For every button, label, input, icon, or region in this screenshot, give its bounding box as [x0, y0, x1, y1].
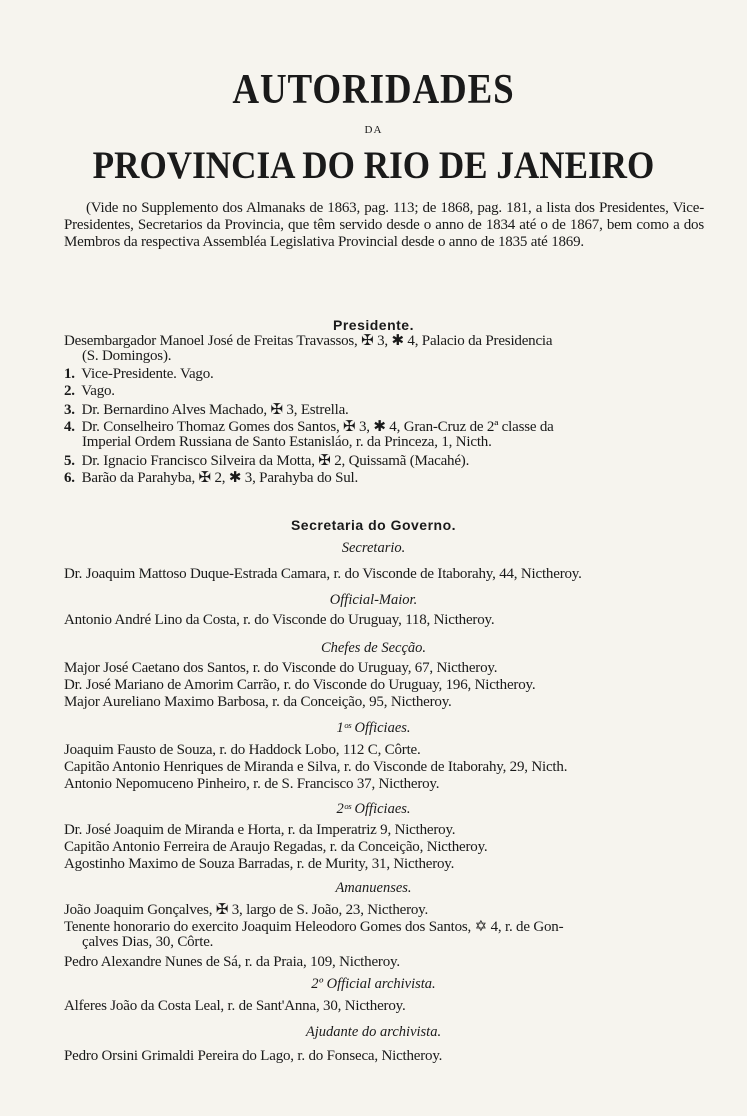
- section-heading-secretaria: Secretaria do Governo.: [290, 517, 457, 533]
- presidente-line: Desembargador Manoel José de Freitas Travassos, ✠ 3, ✱ 4, Palacio da Presidencia: [64, 333, 553, 349]
- amanuense-entry: Tenente honorario do exercito Joaquim Heleodoro Gomes dos Santos, ✡ 4, r. de Gon-: [64, 919, 564, 935]
- vice-president-item: [64, 468, 358, 487]
- item-text: Dr. Ignacio Francisco Silveira da Motta, ✠ 2, Quissamã (Macahé).: [81, 453, 470, 469]
- amanuense-entry: Pedro Alexandre Nunes de Sá, r. da Praia, 109, Nictheroy.: [64, 954, 400, 970]
- ajudante-entry: Pedro Orsini Grimaldi Pereira do Lago, r. do Fonseca, Nictheroy.: [64, 1048, 443, 1064]
- subheading-amanuenses: Amanuenses.: [335, 880, 412, 896]
- title-connector: DA: [364, 124, 383, 136]
- chefe-entry: Major Aureliano Maximo Barbosa, r. da Conceição, 95, Nictheroy.: [64, 694, 452, 710]
- primeiro-official-entry: Joaquim Fausto de Souza, r. do Haddock Lobo, 112 C, Côrte.: [64, 742, 421, 758]
- official-maior-entry: Antonio André Lino da Costa, r. do Visconde do Uruguay, 118, Nictheroy.: [64, 612, 495, 628]
- amanuense-entry-cont: çalves Dias, 30, Côrte.: [82, 934, 214, 950]
- vice-president-item: [64, 383, 115, 400]
- item-number: 2.: [64, 383, 75, 399]
- item-number: 1.: [64, 366, 75, 382]
- subheading-official-maior: Official-Maior.: [329, 592, 418, 608]
- segundo-official-entry: Capitão Antonio Ferreira de Araujo Regadas, r. da Conceição, Nictheroy.: [64, 839, 488, 855]
- item-text: Vago.: [81, 383, 115, 399]
- primeiro-official-entry: Capitão Antonio Henriques de Miranda e Silva, r. do Visconde de Itaborahy, 29, Nicth.: [64, 759, 568, 775]
- item-text: Imperial Ordem Russiana de Santo Estanisláo, r. da Princeza, 1, Nicth.: [82, 434, 492, 450]
- item-text: Dr. Conselheiro Thomaz Gomes dos Santos, ✠ 3, ✱ 4, Gran-Cruz de 2ª classe da: [81, 419, 554, 435]
- subheading-primeiros: 1ᵒˢ Officiaes.: [336, 720, 411, 736]
- item-number: 5.: [64, 453, 75, 469]
- vice-president-item-cont: [82, 434, 492, 451]
- chefe-entry: Dr. José Mariano de Amorim Carrão, r. do Visconde do Uruguay, 196, Nictheroy.: [64, 677, 536, 693]
- subheading-segundos: 2ᵒˢ Officiaes.: [336, 801, 411, 817]
- page-title: AUTORIDADES: [232, 67, 515, 113]
- subheading-ajudante: Ajudante do archivista.: [305, 1024, 442, 1040]
- subheading-archivista: 2º Official archivista.: [311, 976, 436, 992]
- presidente-line: (S. Domingos).: [82, 348, 172, 364]
- section-heading-presidente: Presidente.: [333, 317, 414, 333]
- primeiro-official-entry: Antonio Nepomuceno Pinheiro, r. de S. Francisco 37, Nictheroy.: [64, 776, 440, 792]
- vice-president-item: [64, 366, 214, 383]
- item-text: Barão da Parahyba, ✠ 2, ✱ 3, Parahyba do Sul.: [81, 470, 359, 486]
- item-text: Dr. Bernardino Alves Machado, ✠ 3, Estrella.: [81, 402, 349, 418]
- subheading-secretario: Secretario.: [341, 540, 406, 556]
- item-number: 3.: [64, 402, 75, 418]
- page-subtitle: PROVINCIA DO RIO DE JANEIRO: [92, 144, 655, 187]
- item-text: Vice-Presidente. Vago.: [81, 366, 214, 382]
- segundo-official-entry: Agostinho Maximo de Souza Barradas, r. de Murity, 31, Nictheroy.: [64, 856, 455, 872]
- chefe-entry: Major José Caetano dos Santos, r. do Visconde do Uruguay, 67, Nictheroy.: [64, 660, 498, 676]
- secretario-entry: Dr. Joaquim Mattoso Duque-Estrada Camara, r. do Visconde de Itaborahy, 44, Nictheroy.: [64, 566, 582, 582]
- amanuense-entry: João Joaquim Gonçalves, ✠ 3, largo de S. João, 23, Nictheroy.: [64, 902, 429, 918]
- subheading-chefes: Chefes de Secção.: [320, 640, 427, 656]
- item-number: 6.: [64, 470, 75, 486]
- intro-paragraph: (Vide no Supplemento dos Almanaks de 1863, pag. 113; de 1868, pag. 181, a lista dos Presidentes, Vice-Presidentes, Secretarios da Provincia, que têm servido desde o anno de 1834 até o de 1867, bem como a dos Membros da respectiva Assembléa Legislativa Provincial desde o anno de 1835 até 1869.: [64, 200, 704, 250]
- archivista-entry: Alferes João da Costa Leal, r. de Sant'Anna, 30, Nictheroy.: [64, 998, 406, 1014]
- segundo-official-entry: Dr. José Joaquim de Miranda e Horta, r. da Imperatriz 9, Nictheroy.: [64, 822, 456, 838]
- item-number: 4.: [64, 419, 75, 435]
